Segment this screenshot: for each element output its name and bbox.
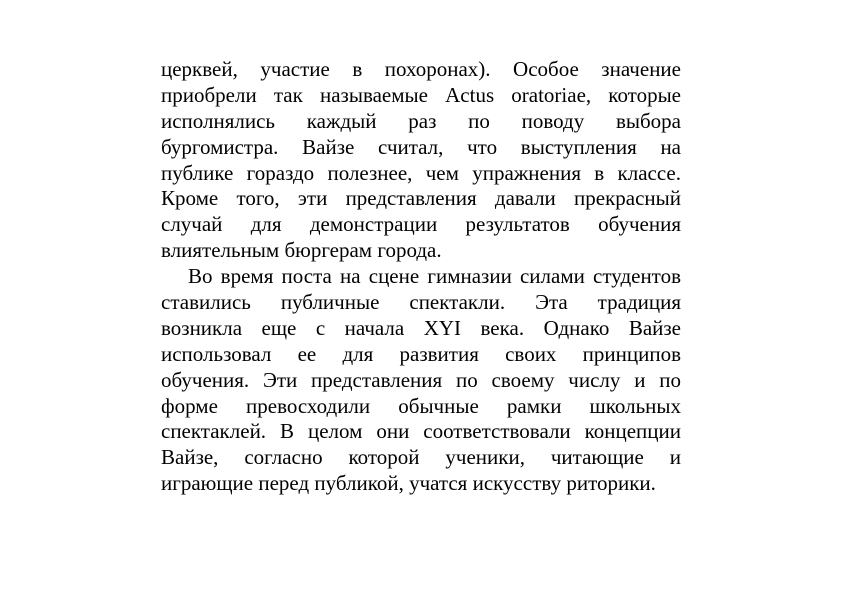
text-line: использовал ее для развития своих принципов	[161, 341, 681, 366]
text-line: спектаклей. В целом они соответствовали концепции	[161, 419, 681, 444]
text-line: бургомистра. Вайзе считал, что выступления на	[161, 134, 681, 159]
text-line: церквей, участие в похоронах). Особое значение	[161, 57, 681, 81]
text-line: влиятельным бюргерам города.	[161, 238, 442, 263]
text-line: приобрели так называемые Actus oratoriae, которые	[161, 82, 681, 107]
paragraph-2	[161, 264, 681, 497]
text-line: форме превосходили обычные рамки школьных	[161, 393, 681, 418]
text-line: Кроме того, эти представления давали прекрасный	[161, 186, 681, 211]
paragraph-1	[161, 57, 681, 264]
text-line: обучения. Эти представления по своему числу и по	[161, 367, 681, 392]
text-line: случай для демонстрации результатов обучения	[161, 212, 681, 237]
text-line: возникла еще с начала XYI века. Однако Вайзе	[161, 315, 681, 340]
text-line: публике гораздо полезнее, чем упражнения в классе.	[161, 160, 681, 185]
text-line: исполнялись каждый раз по поводу выбора	[161, 108, 681, 133]
text-line: ставились публичные спектакли. Эта традиция	[161, 290, 681, 315]
text-line: Вайзе, согласно которой ученики, читающие и	[161, 445, 681, 470]
text-line: Во время поста на сцене гимназии силами студентов	[188, 264, 681, 289]
text-line: играющие перед публикой, учатся искусству риторики.	[161, 471, 656, 496]
body-text	[161, 57, 681, 497]
